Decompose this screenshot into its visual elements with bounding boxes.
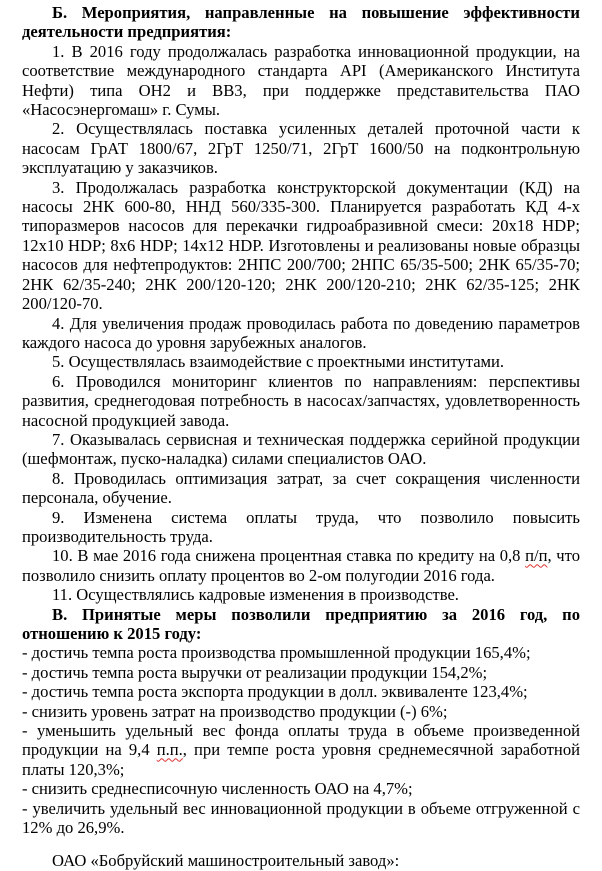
section-b-item-7: 7. Оказывалась сервисная и техническая поддержка серийной продукции (шефмонтаж, пуско-наладка) силами специалистов ОАО.	[22, 429, 580, 469]
section-b-heading: Б. Мероприятия, направленные на повышение эффективности деятельности предприятия:	[22, 3, 580, 42]
spellcheck-marked-word: п.п.	[156, 740, 183, 760]
section-c-item-7: - увеличить удельный вес инновационной продукции в объеме отгруженной с 12% до 26,9%.	[22, 798, 580, 838]
spellcheck-marked-word: п/п	[525, 546, 548, 566]
section-b-item-1: 1. В 2016 году продолжалась разработка инновационной продукции, на соответствие международного стандарта API (Американского Института Нефти) типа ОН2 и ВВ3, при поддержке представительства ПАО «Насосэнергомаш» г. Сумы.	[22, 41, 580, 120]
section-b-item-10-end: , что позволило снизить оплату процентов во 2-ом полугодии 2016 года.	[22, 546, 580, 585]
section-b-item-2: 2. Осуществлялась поставка усиленных деталей проточной части к насосам ГрАТ 1800/67, 2ГрТ 1250/71, 2ГрТ 1600/50 на подконтрольную эксплуатацию у заказчиков.	[22, 119, 580, 178]
section-c-item-2: - достичь темпа роста выручки от реализации продукции 154,2%;	[22, 662, 488, 682]
section-c-item-5	[22, 721, 580, 779]
section-c-item-1: - достичь темпа роста производства промышленной продукции 165,4%;	[22, 643, 531, 663]
section-c-item-3: - достичь темпа роста экспорта продукции в долл. эквиваленте 123,4%;	[22, 682, 528, 702]
section-b-item-3: 3. Продолжалась разработка конструкторской документации (КД) на насосы 2НК 600-80, ННД 560/335-300. Планируется разработать КД 4-х типоразмеров насосов для перекачки гидроабразивной смеси: 20х18 HDP; 12х10 HDP; 8х6 HDP; 14х12 HDP. Изготовлены и реализованы новые образцы насосов для нефтепродуктов: 2НПС 200/700; 2НПС 65/35-500; 2НК 65/35-70; 2НК 62/35-240; 2НК 200/120-120; 2НК 200/120-210; 2НК 62/35-125; 2НК 200/120-70.	[22, 177, 580, 314]
section-b-item-11: 11. Осуществлялись кадровые изменения в производстве.	[52, 585, 459, 605]
section-b-item-10-start: 10. В мае 2016 года снижена процентная ставка по кредиту на 0,8	[52, 546, 526, 566]
company-name-line: ОАО «Бобруйский машиностроительный завод»:	[52, 851, 400, 871]
section-c-item-4: - снизить уровень затрат на производство продукции (-) 6%;	[22, 701, 448, 721]
section-c-item-5-end: , при темпе роста уровня среднемесячной заработной платы 120,3%;	[22, 740, 580, 779]
section-b-item-4: 4. Для увеличения продаж проводилась работа по доведению параметров каждого насоса до уровня зарубежных аналогов.	[22, 313, 580, 352]
section-b-item-8: 8. Проводилась оптимизация затрат, за счет сокращения численности персонала, обучение.	[22, 468, 580, 508]
section-b-item-10	[22, 546, 580, 585]
section-c-heading: В. Принятые меры позволили предприятию за 2016 год, по отношению к 2015 году:	[22, 604, 580, 643]
section-c-item-6: - снизить среднесписочную численность ОАО на 4,7%;	[22, 779, 413, 799]
section-b-item-9: 9. Изменена система оплаты труда, что позволило повысить производительность труда.	[22, 507, 580, 546]
section-b-item-5: 5. Осуществлялась взаимодействие с проектными институтами.	[52, 352, 505, 372]
section-c-item-5-start: - уменьшить удельный вес фонда оплаты труда в объеме произведенной продукции на 9,4	[22, 721, 580, 760]
section-b-item-6: 6. Проводился мониторинг клиентов по направлениям: перспективы развития, среднегодовая потребность в насосах/запчастях, удовлетворенность насосной продукцией завода.	[22, 371, 580, 430]
